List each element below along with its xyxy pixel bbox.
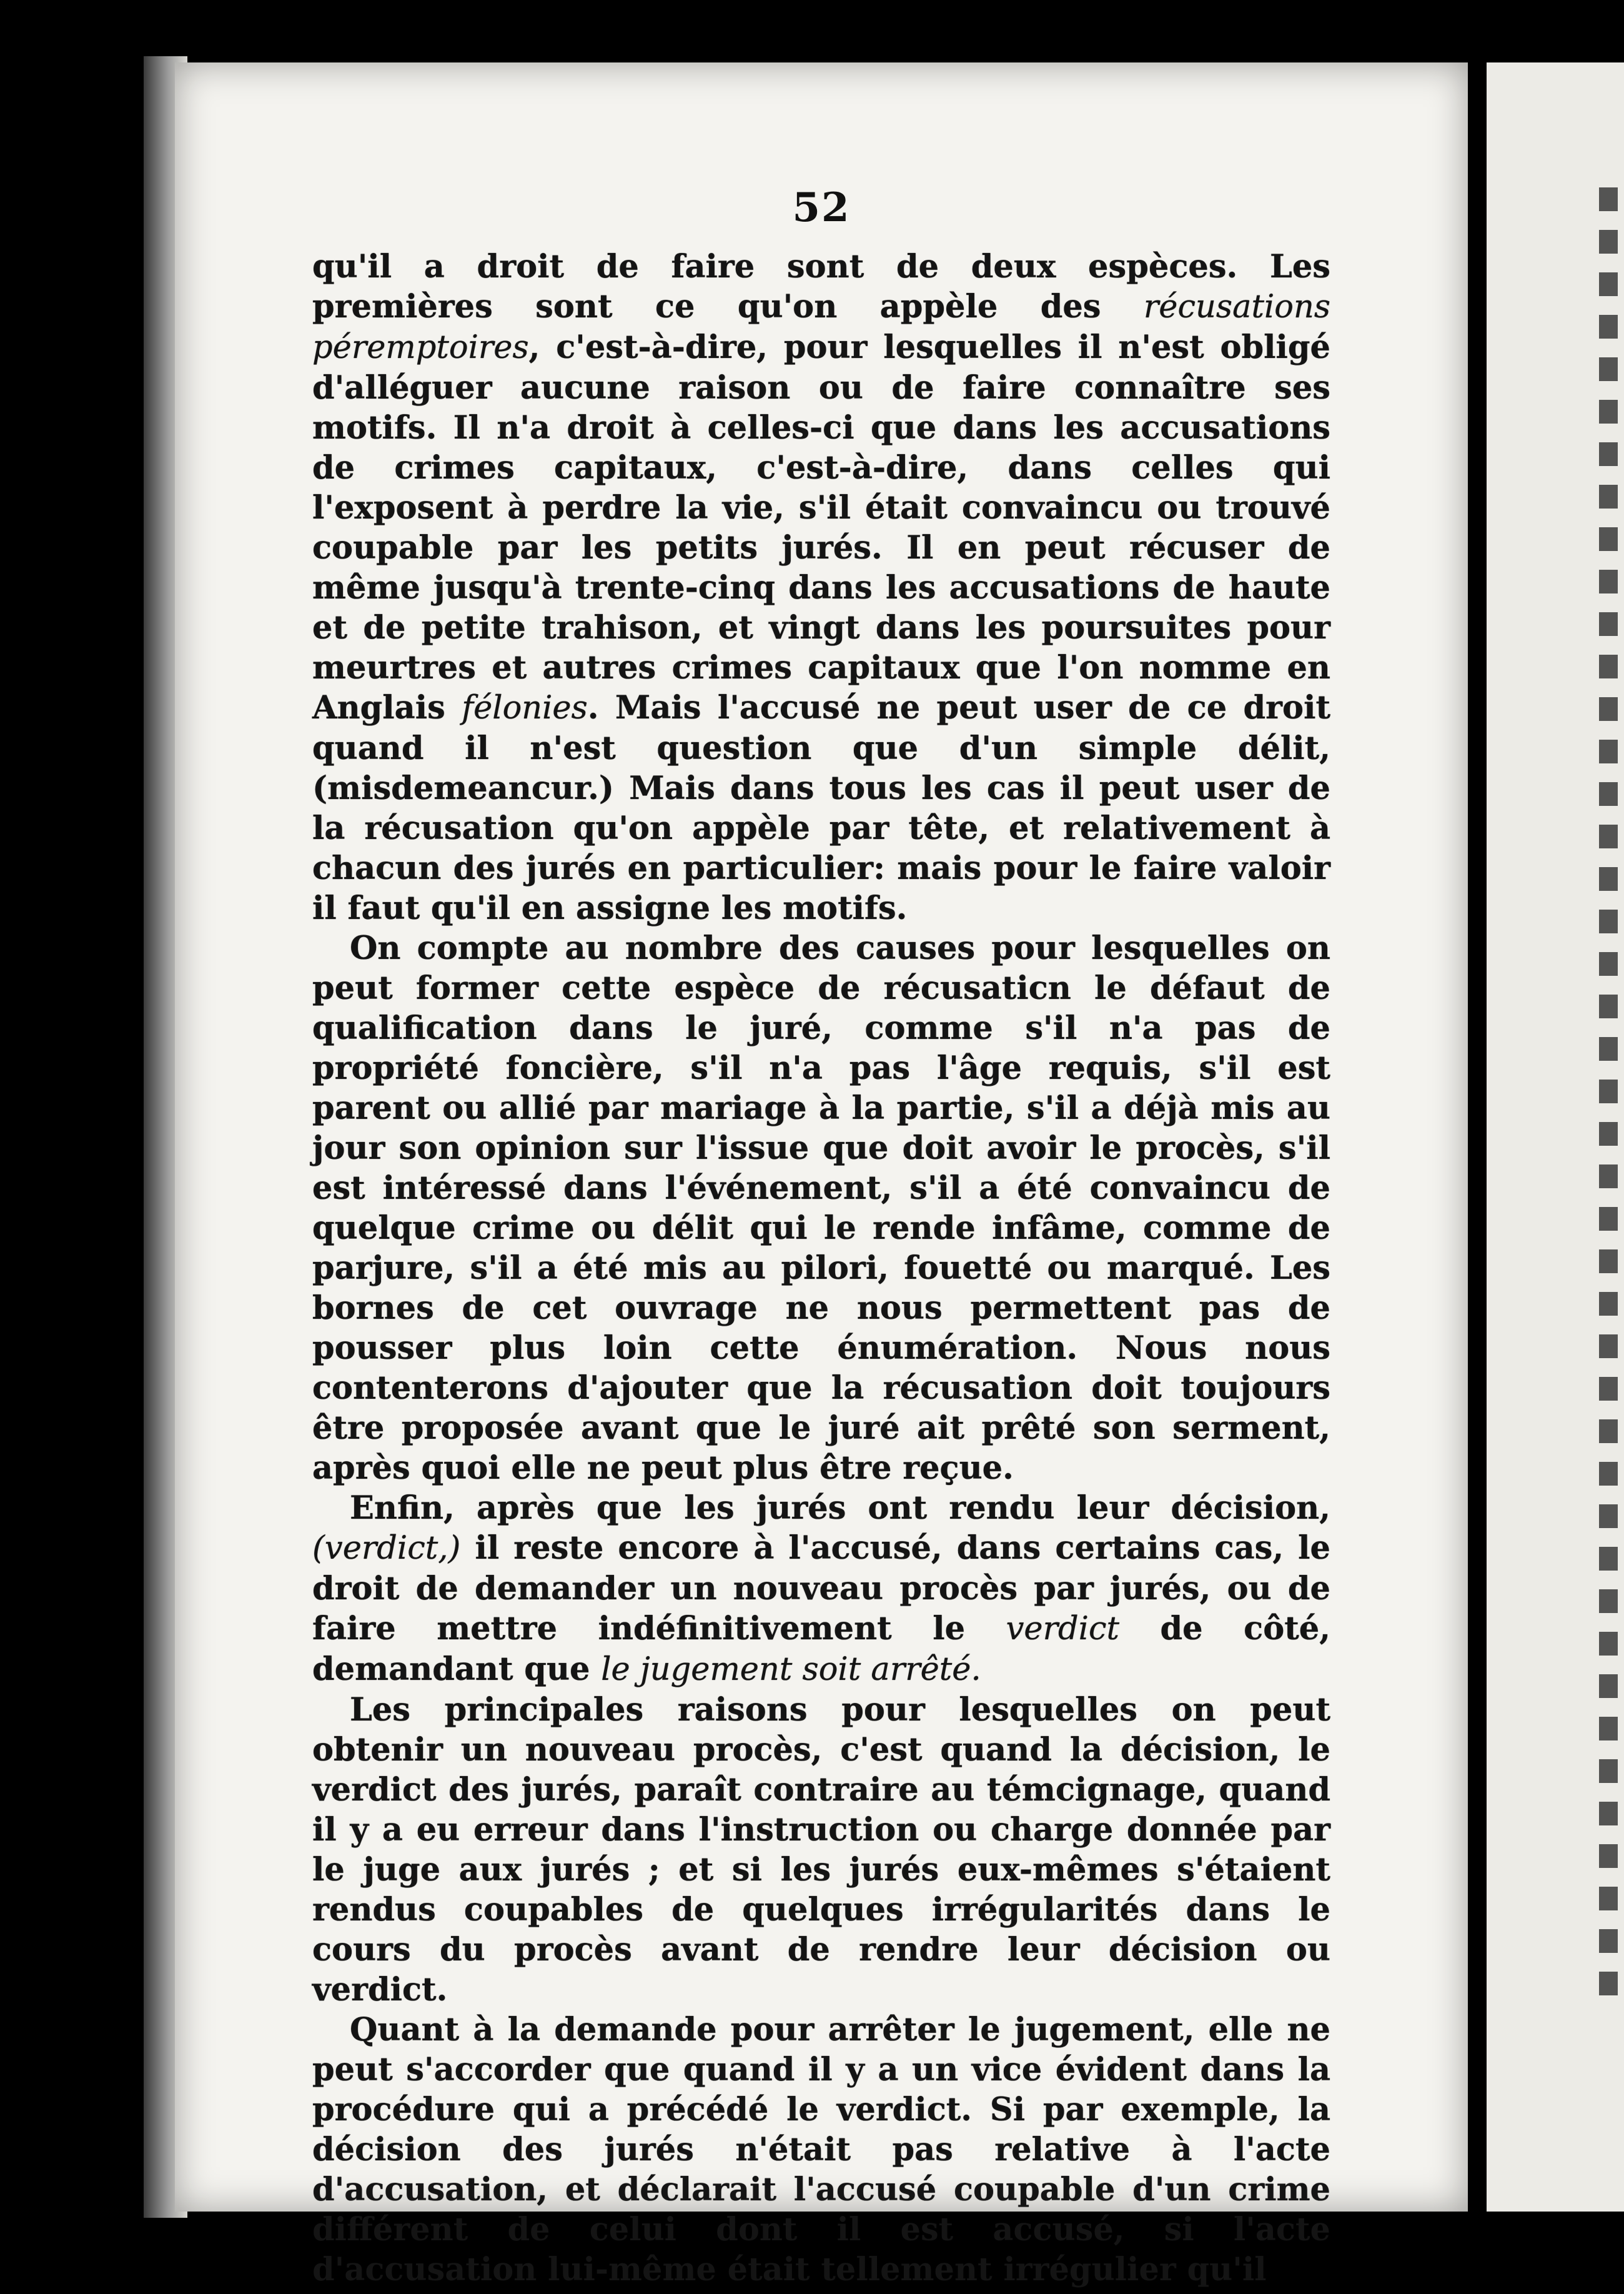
italic-term: récusations péremptoires — [312, 289, 1330, 366]
paragraph — [312, 1488, 1330, 1690]
italic-term: verdict — [1006, 1611, 1119, 1647]
text-run: . Mais l'accusé ne peut user de ce droit quand il n'est question que d'un simple délit, (misdemeancur.) Mais dans tous les cas il peut user de la récusation qu'on appèle par tête, et relativement à chacun des jurés en particulier: mais pour le faire valoir il faut qu'il en assigne les motifs. — [312, 689, 1331, 927]
page-number: 52 — [792, 184, 851, 231]
italic-term: félonies — [462, 690, 588, 727]
page-body-text — [312, 247, 1330, 2290]
italic-term: (verdict,) — [312, 1530, 461, 1567]
paragraph — [312, 2010, 1330, 2290]
paragraph — [312, 928, 1330, 1488]
text-run: , c'est-à-dire, pour lesquelles il n'est obligé d'alléguer aucune raison ou de faire connaître ses motifs. Il n'a droit à celles-ci que dans les accusations de crimes capitaux, c'est-à-dire, dans celles qui l'exposent à perdre la vie, s'il était convaincu ou trouvé coupable par les petits jurés. Il en peut récuser de même jusqu'à trente-cinq dans les accusations de haute et de petite trahison, et vingt dans les poursuites pour meurtres et autres crimes capitaux que l'on nomme en Anglais — [312, 329, 1330, 727]
paragraph — [312, 247, 1330, 928]
facing-page-text-edge — [1599, 187, 1618, 1999]
text-run: qu'il a droit de faire sont de deux espèces. Les premières sont ce qu'on appèle des — [312, 248, 1330, 325]
text-run: Les principales raisons pour lesquelles on peut obtenir un nouveau procès, c'est quand la décision, le verdict des jurés, paraît contraire au témcignage, quand il y a eu erreur dans l'instruction ou charge donnée par le juge aux jurés ; et si les jurés eux-mêmes s'étaient rendus coupables de quelques irrégularités dans le cours du procès avant de rendre leur décision ou verdict. — [312, 1691, 1330, 2008]
paragraph — [312, 1690, 1330, 2010]
text-run: On compte au nombre des causes pour lesquelles on peut former cette espèce de récusaticn le défaut de qualification dans le juré, comme s'il n'a pas de propriété foncière, s'il n'a pas l'âge requis, s'il est parent ou allié par mariage à la partie, s'il a déjà mis au jour son opinion sur l'issue que doit avoir le procès, s'il est intéressé dans l'événement, s'il a été convaincu de quelque crime ou délit qui le rende infâme, comme de parjure, s'il a été mis au pilori, fouetté ou marqué. Les bornes de cet ouvrage ne nous permettent pas de pousser plus loin cette énumération. Nous nous contenterons d'ajouter que la récusation doit toujours être proposée avant que le juré ait prêté son serment, après quoi elle ne peut plus être reçue. — [312, 930, 1330, 1487]
text-run: Quant à la demande pour arrêter le jugement, elle ne peut s'accorder que quand il y a un vice évident dans la procédure qui a précédé le verdict. Si par exemple, la décision des jurés n'était pas relative à l'acte d'accusation, et déclarait l'accusé coupable d'un crime différent de celui dont il est accusé, si l'acte d'accusation lui-même était tellement irrégulier qu'il — [312, 2011, 1330, 2288]
text-run: de côté, demandant que — [312, 1610, 1330, 1688]
book-page — [175, 62, 1468, 2288]
italic-term: le jugement soit arrêté. — [601, 1651, 981, 1688]
text-run: il reste encore à l'accusé, dans certains cas, le droit de demander un nouveau procès par jurés, ou de faire mettre indéfinitivement le — [312, 1529, 1330, 1647]
text-run: Enfin, après que les jurés ont rendu leur décision, — [350, 1489, 1330, 1527]
